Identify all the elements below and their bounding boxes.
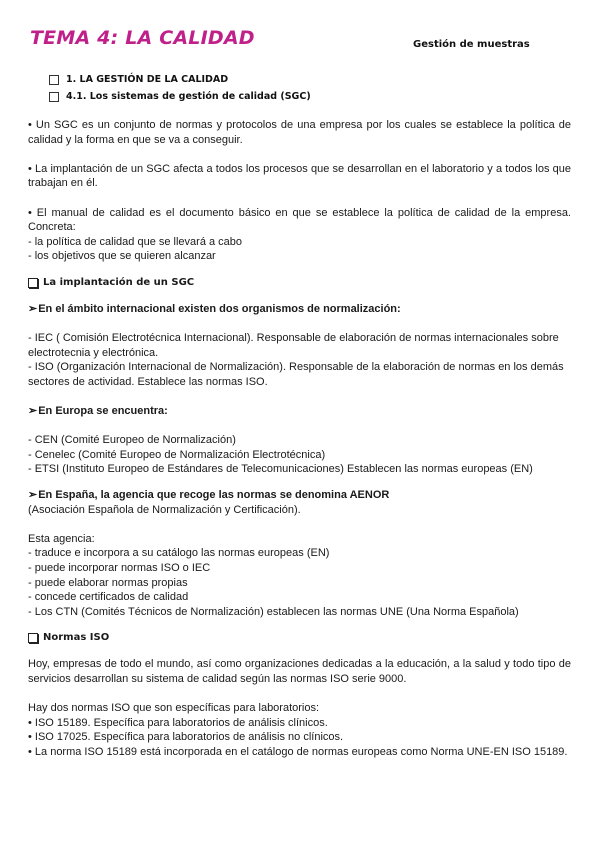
list-item: - traduce e incorpora a su catálogo las normas europeas (EN)	[28, 547, 330, 560]
list-item: - ETSI (Instituto Europeo de Estándares de Telecomunicaciones) Establecen las normas europeas (EN)	[28, 463, 533, 476]
table-of-contents	[49, 71, 311, 105]
paragraph: • Un SGC es un conjunto de normas y protocolos de una empresa por los cuales se establece la política de calidad y la forma en que se va a conseguir.	[28, 119, 571, 146]
list-item: - puede elaborar normas propias	[28, 576, 188, 589]
list-item: - concede certificados de calidad	[28, 591, 189, 604]
list-item: • La norma ISO 15189 está incorporada en el catálogo de normas europeas como Norma UNE-EN ISO 15189.	[28, 745, 568, 758]
list-item: - IEC ( Comisión Electrotécnica Internacional). Responsable de elaboración de normas internacionales sobre electrotecnia y electrónica.	[28, 332, 559, 359]
toc-item-label: 4.1. Los sistemas de gestión de calidad (SGC)	[66, 91, 311, 102]
subheading	[28, 488, 571, 503]
section-heading-label: Normas ISO	[43, 632, 110, 644]
list-item: - Cenelec (Comité Europeo de Normalización Electrotécnica)	[28, 448, 326, 461]
paragraph: • La implantación de un SGC afecta a todos los procesos que se desarrollan en el laboratorio y a todos los que trabajan en él.	[28, 162, 571, 190]
subheading	[28, 404, 571, 419]
subheading-label: En el ámbito internacional existen dos organismos de normalización:	[38, 302, 401, 315]
arrow-icon: ➢	[28, 405, 38, 418]
subheading-label: En España, la agencia que recoge las normas se denomina AENOR	[38, 489, 390, 502]
list-item: - los objetivos que se quieren alcanzar	[28, 250, 216, 263]
list-item: - ISO (Organización Internacional de Normalización). Responsable de la elaboración de normas en los demás sectores de actividad. Establece las normas ISO.	[28, 361, 564, 388]
list-item: - puede incorporar normas ISO o IEC	[28, 562, 211, 575]
toc-item	[49, 71, 311, 88]
section-heading-label: La implantación de un SGC	[43, 276, 195, 288]
list-item: • ISO 17025. Específica para laboratorios de análisis no clínicos.	[28, 731, 344, 744]
checkbox-icon	[28, 633, 38, 643]
page-title: TEMA 4: LA CALIDAD	[30, 27, 255, 49]
section-heading	[28, 630, 571, 646]
arrow-icon: ➢	[28, 489, 38, 502]
paragraph: Esta agencia:	[28, 532, 95, 545]
checkbox-icon	[49, 75, 59, 85]
arrow-icon: ➢	[28, 302, 38, 315]
paragraph: Hay dos normas ISO que son específicas para laboratorios:	[28, 702, 320, 715]
section-heading	[28, 275, 571, 291]
list-item: - Los CTN (Comités Técnicos de Normalización) establecen las normas UNE (Una Norma Española)	[28, 605, 519, 618]
paragraph: • El manual de calidad es el documento básico en que se establece la política de calidad de la empresa. Concreta:	[28, 206, 571, 234]
subject-label: Gestión de muestras	[413, 39, 530, 50]
toc-item-label: 1. LA GESTIÓN DE LA CALIDAD	[66, 74, 229, 85]
document-body	[28, 118, 571, 760]
list-item: - CEN (Comité Europeo de Normalización)	[28, 434, 236, 447]
list-item: • ISO 15189. Específica para laboratorios de análisis clínicos.	[28, 716, 328, 729]
subheading-label: En Europa se encuentra:	[38, 405, 168, 418]
checkbox-icon	[28, 278, 38, 288]
toc-item	[49, 88, 311, 105]
paragraph: Hoy, empresas de todo el mundo, así como organizaciones dedicadas a la educación, a la salud y todo tipo de servicios desarrollan su sistema de calidad según las normas ISO serie 9000.	[28, 658, 571, 685]
list-item: - la política de calidad que se llevará a cabo	[28, 235, 243, 248]
paragraph: (Asociación Española de Normalización y Certificación).	[28, 503, 301, 516]
subheading	[28, 302, 571, 317]
checkbox-icon	[49, 92, 59, 102]
